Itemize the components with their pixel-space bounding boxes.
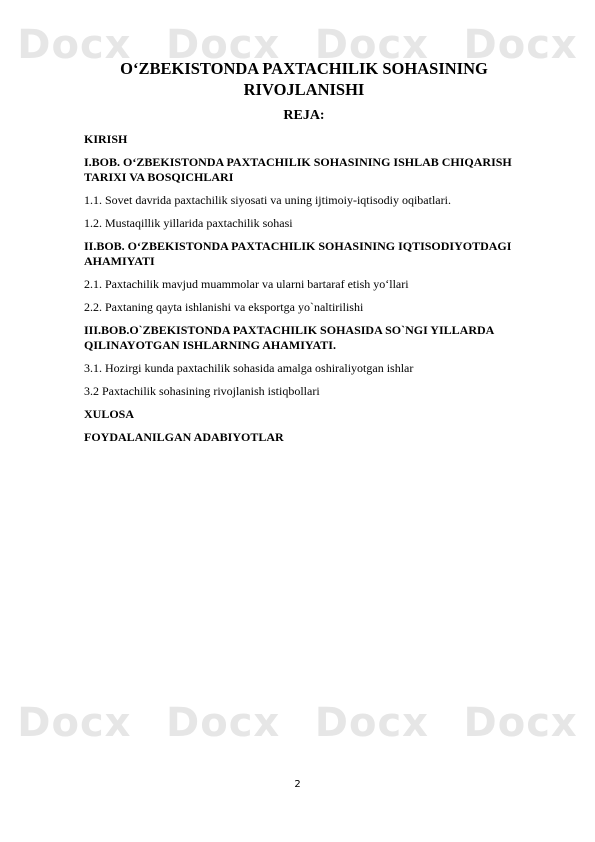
toc-subsection: 3.1. Hozirgi kunda paxtachilik sohasida amalga oshiraliyotgan ishlar	[84, 361, 414, 375]
toc-heading: I.BOB. O‘ZBEKISTONDA PAXTACHILIK SOHASINING ISHLAB CHIQARISH TARIXI VA BOSQICHLARI	[84, 155, 512, 184]
toc-subsection: 2.1. Paxtachilik mavjud muammolar va ularni bartaraf etish yo‘llari	[84, 277, 409, 291]
watermark-text: Docx	[463, 700, 578, 746]
toc-heading: KIRISH	[84, 132, 128, 146]
toc-heading: III.BOB.O`ZBEKISTONDA PAXTACHILIK SOHASIDA SO`NGI YILLARDA QILINAYOTGAN ISHLARNING AHAMIYATI.	[84, 323, 494, 352]
toc-subsection: 1.2. Mustaqillik yillarida paxtachilik sohasi	[84, 216, 293, 230]
watermark-text: Docx	[166, 22, 281, 68]
table-of-contents	[84, 132, 524, 445]
toc-subsection: 1.1. Sovet davrida paxtachilik siyosati va uning ijtimoiy-iqtisodiy oqibatlari.	[84, 193, 451, 207]
watermark-text: Docx	[314, 700, 429, 746]
toc-subsection: 3.2 Paxtachilik sohasining rivojlanish istiqbollari	[84, 384, 320, 398]
watermark-bottom-row	[0, 700, 595, 746]
document-body	[84, 58, 524, 453]
document-title: O‘ZBEKISTONDA PAXTACHILIK SOHASINING RIVOJLANISHI	[120, 59, 488, 99]
watermark-text: Docx	[166, 700, 281, 746]
toc-subsection: 2.2. Paxtaning qayta ishlanishi va eksportga yo`naltirilishi	[84, 300, 364, 314]
page-number: 2	[294, 779, 301, 790]
watermark-text: Docx	[17, 700, 132, 746]
watermark-text: Docx	[314, 22, 429, 68]
toc-heading: FOYDALANILGAN ADABIYOTLAR	[84, 430, 284, 444]
toc-heading: II.BOB. O‘ZBEKISTONDA PAXTACHILIK SOHASINING IQTISODIYOTDAGI AHAMIYATI	[84, 239, 512, 268]
watermark-text: Docx	[463, 22, 578, 68]
plan-heading: REJA:	[283, 108, 325, 123]
watermark-text: Docx	[17, 22, 132, 68]
toc-heading: XULOSA	[84, 407, 135, 421]
